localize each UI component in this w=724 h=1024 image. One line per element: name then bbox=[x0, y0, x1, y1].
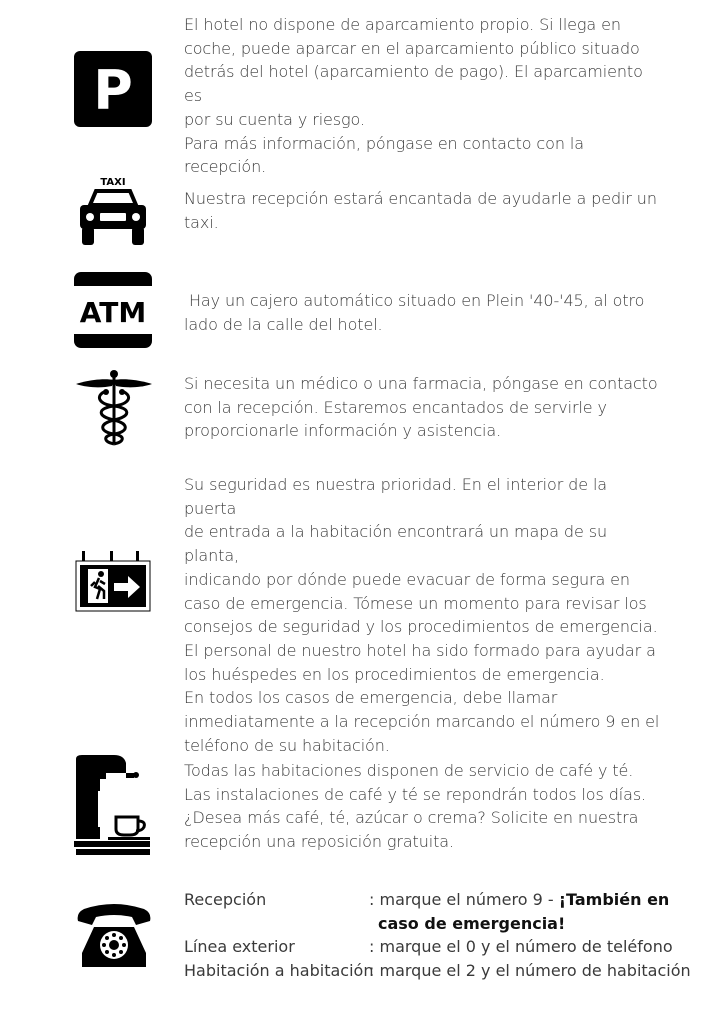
room-value: : marque el 2 y el número de habitación bbox=[369, 960, 691, 980]
atm-icon bbox=[74, 272, 154, 348]
taxi-line: taxi. bbox=[184, 212, 219, 232]
safety-line: El personal de nuestro hotel ha sido formado para ayudar a bbox=[184, 640, 656, 660]
parking-line: por su cuenta y riesgo. bbox=[184, 109, 365, 129]
parking-line: recepción. bbox=[184, 157, 267, 177]
phone-row-reception bbox=[184, 888, 684, 912]
safety-text bbox=[184, 473, 664, 757]
external-value: : marque el 0 y el número de teléfono bbox=[369, 937, 673, 957]
caduceus-icon bbox=[74, 370, 154, 446]
parking-line: Para más información, póngase en contacto con la bbox=[184, 133, 584, 153]
reception-label: Recepción bbox=[184, 890, 267, 909]
reception-emphasis: ¡También en bbox=[558, 890, 670, 909]
safety-line: inmediatamente a la recepción marcando el número 9 en el bbox=[184, 712, 660, 732]
parking-line: detrás del hotel (aparcamiento de pago). El aparcamiento es bbox=[184, 62, 643, 106]
emergency-exit-icon bbox=[74, 551, 154, 613]
parking-text bbox=[184, 13, 664, 179]
coffee-line: recepción una reposición gratuita. bbox=[184, 832, 454, 852]
safety-line: caso de emergencia. Tómese un momento para revisar los bbox=[184, 593, 647, 613]
taxi-icon bbox=[74, 175, 154, 247]
reception-value bbox=[369, 888, 669, 912]
medical-line: proporcionarle información y asistencia. bbox=[184, 421, 502, 441]
room-label: Habitación a habitación bbox=[184, 960, 374, 980]
telephone-icon bbox=[74, 903, 154, 969]
medical-line: Si necesita un médico o una farmacia, póngase en contacto bbox=[184, 374, 658, 393]
taxi-text bbox=[184, 187, 664, 234]
reception-emphasis-cont: caso de emergencia! bbox=[378, 913, 566, 933]
coffee-line: Todas las habitaciones disponen de servicio de café y té. bbox=[184, 761, 634, 780]
safety-line: consejos de seguridad y los procedimientos de emergencia. bbox=[184, 617, 658, 637]
phone-directory bbox=[184, 888, 691, 982]
safety-line: de entrada a la habitación encontrará un mapa de su planta, bbox=[184, 522, 607, 566]
safety-line: Su seguridad es nuestra prioridad. En el interior de la puerta bbox=[184, 475, 608, 518]
coffee-text bbox=[184, 759, 664, 854]
parking-line: El hotel no dispone de aparcamiento propio. Si llega en bbox=[184, 15, 621, 34]
atm-text bbox=[184, 289, 664, 336]
safety-line: teléfono de su habitación. bbox=[184, 735, 390, 755]
medical-text bbox=[184, 372, 664, 443]
coffee-line: Las instalaciones de café y té se repondrán todos los días. bbox=[184, 784, 647, 804]
atm-line: lado de la calle del hotel. bbox=[184, 314, 383, 334]
phone-row-reception-cont bbox=[184, 912, 684, 936]
parking-icon bbox=[74, 51, 154, 127]
parking-letter: P bbox=[93, 59, 133, 122]
atm-line: Hay un cajero automático situado en Plein '40-'45, al otro bbox=[184, 291, 645, 310]
safety-line: indicando por dónde puede evacuar de forma segura en bbox=[184, 569, 630, 589]
reception-value-text: : marque el número 9 - bbox=[369, 890, 559, 909]
safety-line: los huéspedes en los procedimientos de emergencia. bbox=[184, 664, 605, 684]
coffee-line: ¿Desea más café, té, azúcar o crema? Solicite en nuestra bbox=[184, 808, 639, 828]
medical-line: con la recepción. Estaremos encantados de servirle y bbox=[184, 397, 607, 417]
phone-row-external bbox=[184, 935, 684, 959]
taxi-label: TAXI bbox=[100, 177, 126, 188]
phone-row-room bbox=[184, 959, 691, 983]
atm-label: ATM bbox=[79, 296, 147, 329]
coffee-machine-icon bbox=[74, 755, 154, 857]
taxi-line: Nuestra recepción estará encantada de ayudarle a pedir un bbox=[184, 189, 657, 208]
safety-line: En todos los casos de emergencia, debe llamar bbox=[184, 688, 558, 708]
spacer bbox=[184, 912, 369, 936]
external-label: Línea exterior bbox=[184, 937, 295, 957]
parking-line: coche, puede aparcar en el aparcamiento público situado bbox=[184, 38, 640, 58]
